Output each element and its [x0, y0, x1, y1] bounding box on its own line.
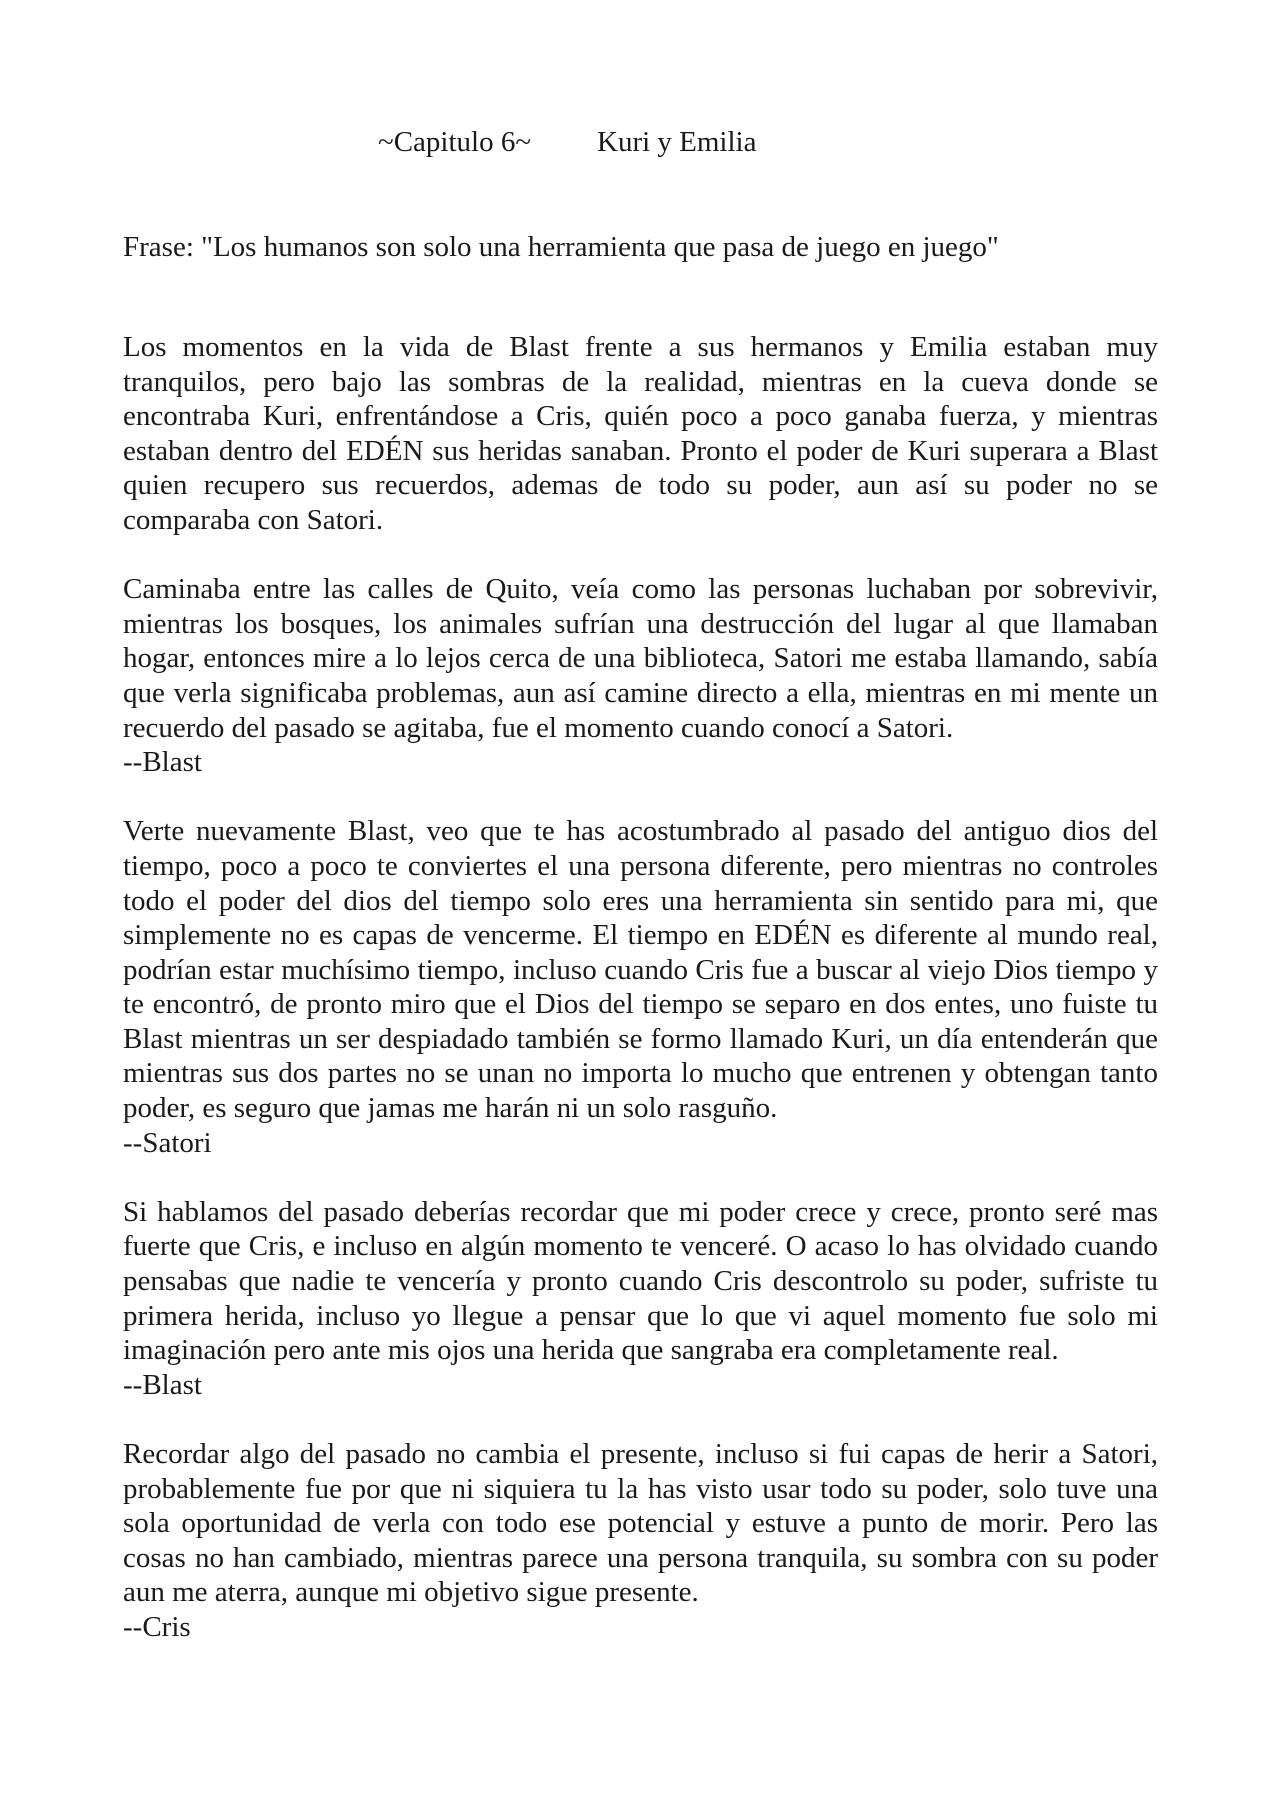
- chapter-header: [0, 122, 1280, 162]
- paragraph-signature: --Blast: [123, 1368, 202, 1401]
- paragraph-text: Si hablamos del pasado deberías recordar que mi poder crece y crece, pronto seré mas fuerte que Cris, e incluso en algún momento te venceré. O acaso lo has olvidado cuando pensabas que nadie te vencería y pronto cuando Cris descontrolo su poder, sufriste tu primera herida, incluso yo llegue a pensar que lo que vi aquel momento fue solo mi imaginación pero ante mis ojos una herida que sangraba era completamente real.: [123, 1195, 1158, 1367]
- paragraph: [123, 1437, 1158, 1645]
- paragraph: [123, 572, 1158, 780]
- paragraph: [123, 330, 1158, 538]
- paragraph: [123, 814, 1158, 1160]
- chapter-number: ~Capitulo 6~: [378, 126, 532, 158]
- paragraph-signature: --Cris: [123, 1610, 191, 1643]
- paragraph-signature: --Blast: [123, 746, 202, 779]
- paragraph-text: Los momentos en la vida de Blast frente a sus hermanos y Emilia estaban muy tranquilos, pero bajo las sombras de la realidad, mientras en la cueva donde se encontraba Kuri, enfrentándose a Cris, quién poco a poco ganaba fuerza, y mientras estaban dentro del EDÉN sus heridas sanaban. Pronto el poder de Kuri superara a Blast quien recupero sus recuerdos, ademas de todo su poder, aun así su poder no se comparaba con Satori.: [123, 331, 1158, 536]
- paragraph-signature: --Satori: [123, 1126, 212, 1159]
- paragraph: [123, 1195, 1158, 1403]
- chapter-title: Kuri y Emilia: [597, 126, 757, 158]
- chapter-quote: Frase: "Los humanos son solo una herramienta que pasa de juego en juego": [123, 231, 999, 263]
- paragraph-text: Verte nuevamente Blast, veo que te has acostumbrado al pasado del antiguo dios del tiempo, poco a poco te conviertes el una persona diferente, pero mientras no controles todo el poder del dios del tiempo solo eres una herramienta sin sentido para mi, que simplemente no es capas de vencerme. El tiempo en EDÉN es diferente al mundo real, podrían estar muchísimo tiempo, incluso cuando Cris fue a buscar al viejo Dios tiempo y te encontró, de pronto miro que el Dios del tiempo se separo en dos entes, uno fuiste tu Blast mientras un ser despiadado también se formo llamado Kuri, un día entenderán que mientras sus dos partes no se unan no importa lo mucho que entrenen y obtengan tanto poder, es seguro que jamas me harán ni un solo rasguño.: [123, 815, 1158, 1125]
- paragraph-text: Caminaba entre las calles de Quito, veía como las personas luchaban por sobrevivir, mientras los bosques, los animales sufrían una destrucción del lugar al que llamaban hogar, entonces mire a lo lejos cerca de una biblioteca, Satori me estaba llamando, sabía que verla significaba problemas, aun así camine directo a ella, mientras en mi mente un recuerdo del pasado se agitaba, fue el momento cuando conocí a Satori.: [123, 573, 1158, 744]
- paragraph-text: Recordar algo del pasado no cambia el presente, incluso si fui capas de herir a Satori, probablemente fue por que ni siquiera tu la has visto usar todo su poder, solo tuve una sola oportunidad de verla con todo ese potencial y estuve a punto de morir. Pero las cosas no han cambiado, mientras parece una persona tranquila, su sombra con su poder aun me aterra, aunque mi objetivo sigue presente.: [123, 1438, 1158, 1609]
- body-text: [123, 330, 1158, 1679]
